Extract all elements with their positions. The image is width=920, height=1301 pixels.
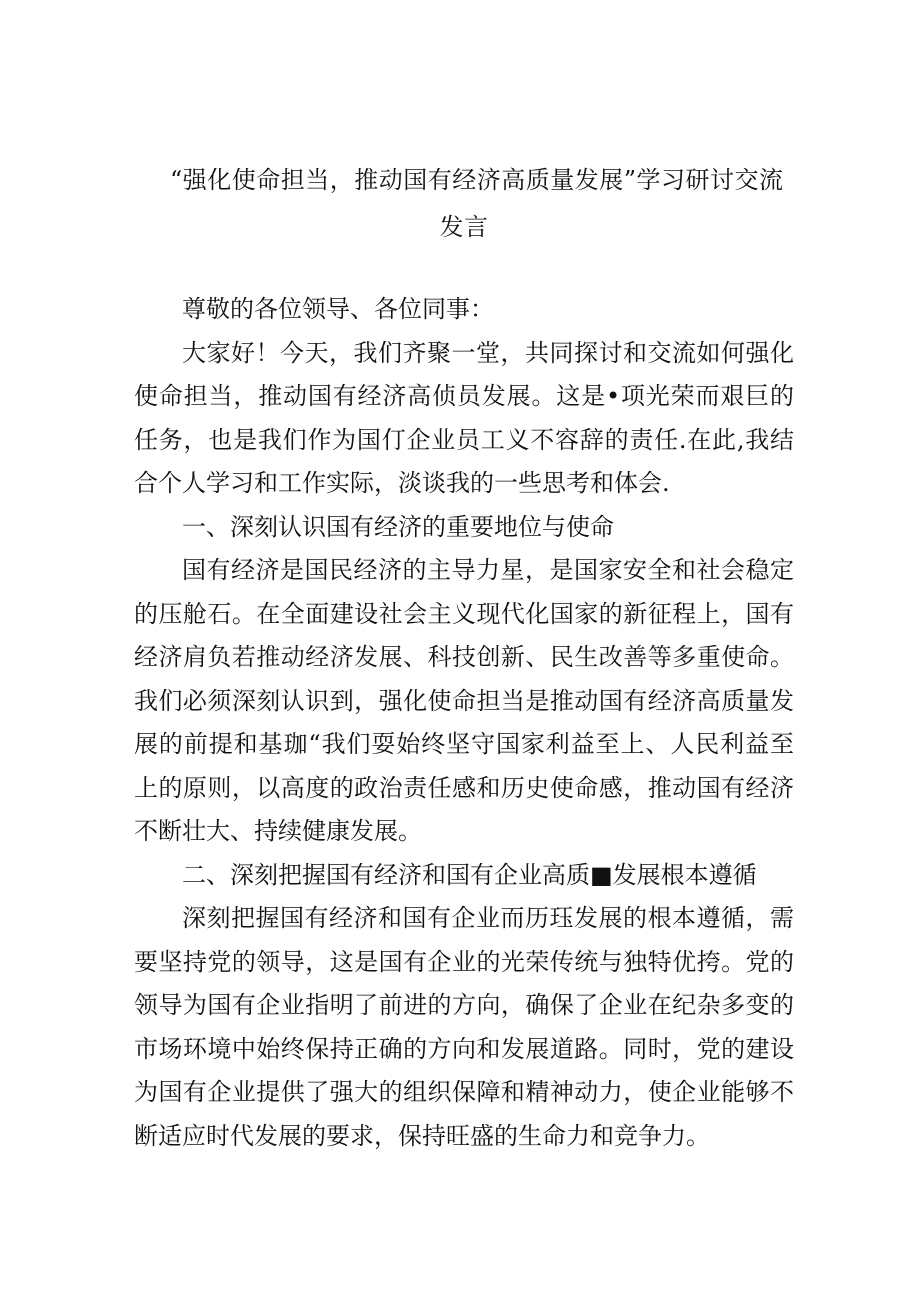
- document-body: [134, 288, 794, 1158]
- section-2-paragraph: 深刻把握国有经济和国有企业而历珏发展的根本遵循，需要坚持党的领导，这是国有企业的光荣传统与独特优挎。党的领导为国有企业指明了前进的方向，确保了企业在纪杂多变的市场环境中始终保持正确的方向和发展道路。同时，党的建设为国有企业提供了强大的组织保障和精神动力，使企业能够不断适应时代发展的要求，保持旺盛的生命力和竞争力。: [134, 904, 794, 1150]
- section-heading-1: 一、深刻认识国有经济的重要地位与使命: [182, 512, 614, 541]
- document-title-line-2: 发言: [439, 213, 489, 241]
- opening-paragraph: 大家好！今天，我们齐聚一堂，共同探讨和交流如何强化使命担当，推动国有经济高侦员发展。这是•项光荣而艰巨的任务，也是我们作为国仃企业员工义不容辞的责任.在此,我结合个人学习和工作实际，淡谈我的一些思考和体会.: [134, 338, 794, 497]
- document-title-line-1: “强化使命担当，推动国有经济高质量发展”学习研讨交流: [170, 166, 784, 194]
- salutation: 尊敬的各位领导、各位同事：: [182, 295, 494, 323]
- section-1-paragraph: 国有经济是国民经济的主导力星，是国家安全和社会稳定的压舱石。在全面建设社会主义现代化国家的新征程上，国有经济肩负若推动经济发展、科技创新、民生改善等多重使命。我们必须深刻认识到，强化使命担当是推动国有经济高质量发展的前提和基珈“我们耍始终坚守国家利益至上、人民利益至上的原则，以高度的政治责任感和历史使命感，推动国有经济不断壮大、持续健康发展。: [134, 556, 794, 845]
- section-heading-2: 二、深刻把握国有经济和国有企业高质■发展根本遵循: [182, 860, 757, 889]
